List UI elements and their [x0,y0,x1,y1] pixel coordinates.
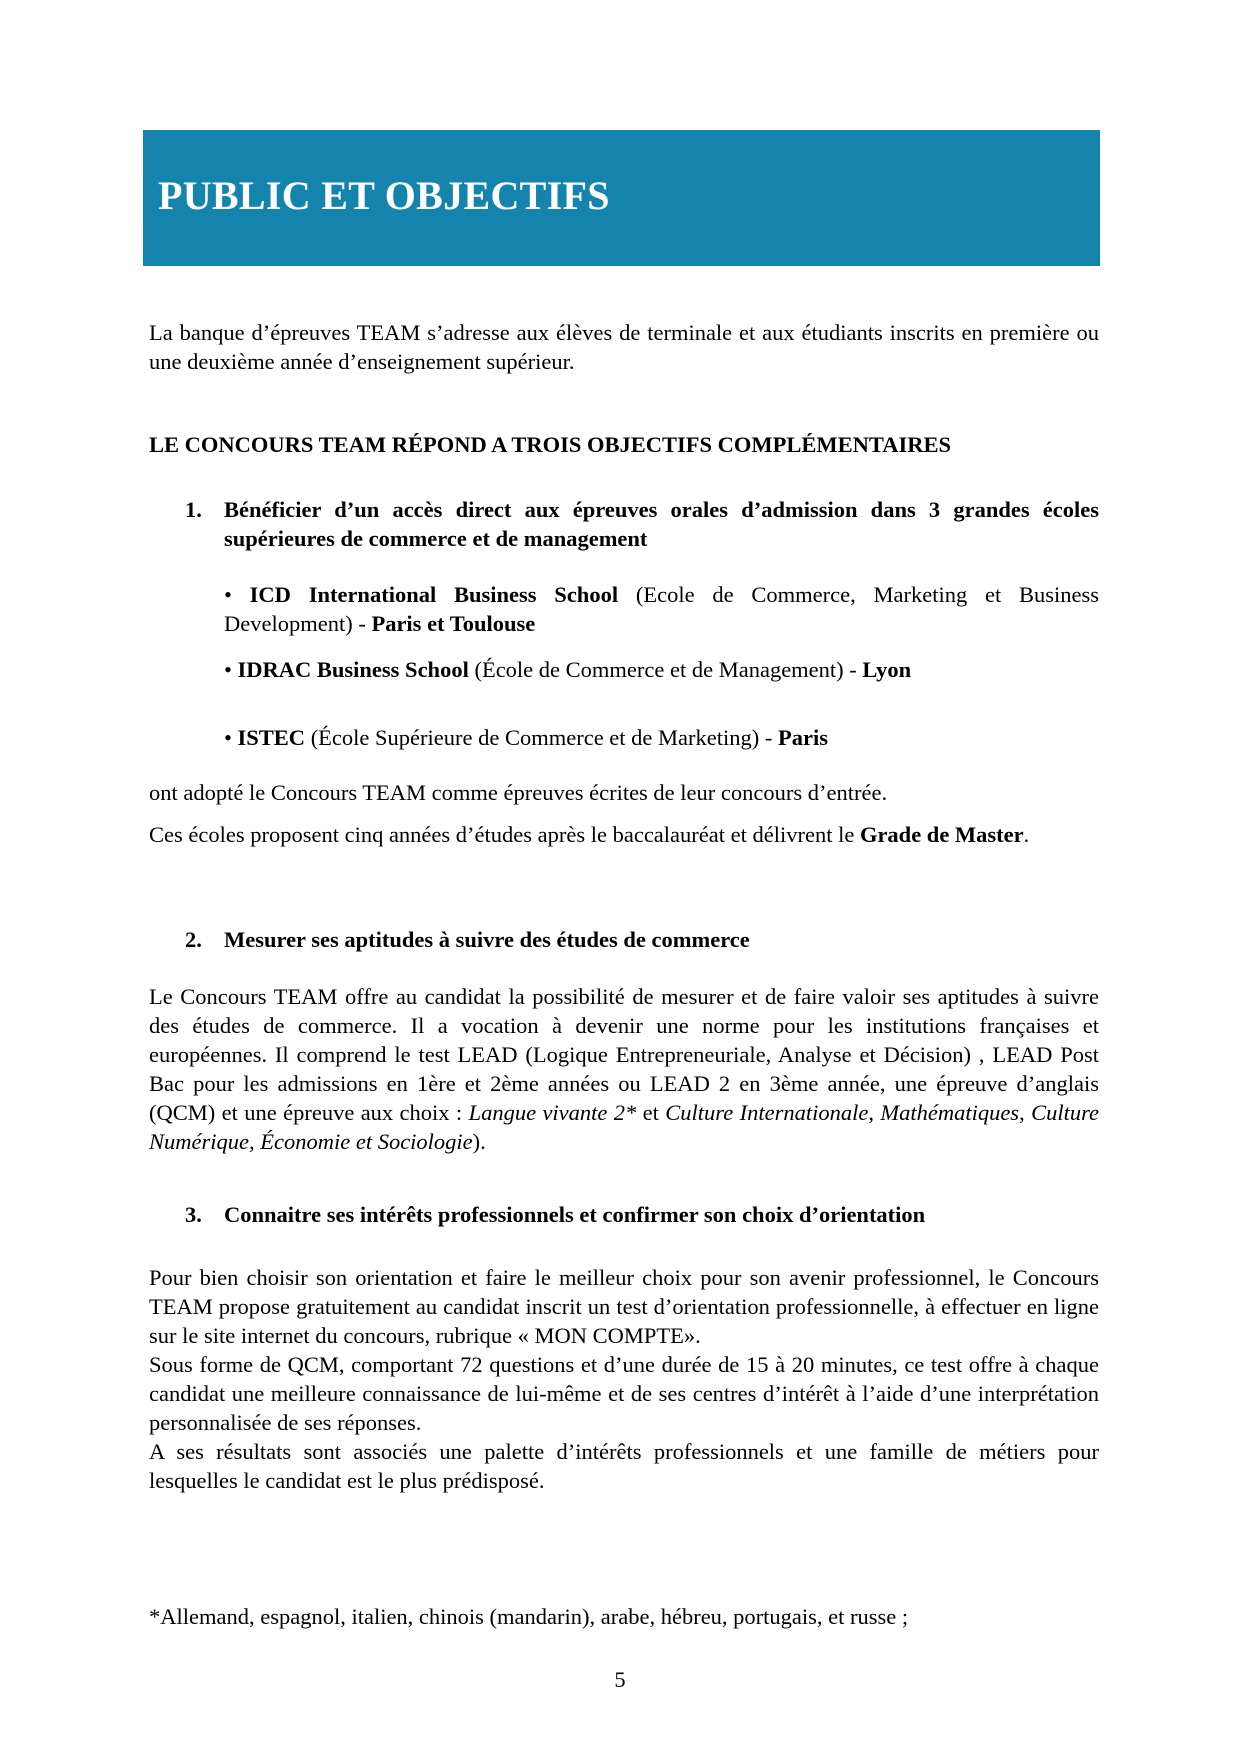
objective-2-body: Le Concours TEAM offre au candidat la possibilité de mesurer et de faire valoir ses aptitudes à suivre des études de commerce. Il a vocation à devenir une norme pour les institutions françaises et européennes. Il comprend le test LEAD (Logique Entrepreneuriale, Analyse et Décision) , LEAD Post Bac pour les admissions en 1ère et 2ème années ou LEAD 2 en 3ème année, une épreuve d’anglais (QCM) et une épreuve aux choix : Langue vivante 2* et Culture Internationale, Mathématiques, Culture Numérique, Économie et Sociologie). [149,984,1100,1154]
degree-bold: Grade de Master [859,822,1024,847]
bullet: • [224,725,232,750]
footnote: *Allemand, espagnol, italien, chinois (mandarin), arabe, hébreu, portugais, et russe ; [149,1604,909,1629]
school-city: Paris et Toulouse [371,611,536,636]
section-banner [143,130,1100,266]
objective-2-number: 2. [185,927,202,952]
objective-3-number: 3. [185,1202,202,1227]
school-desc: (École Supérieure de Commerce et de Marketing) - [305,725,778,750]
objective-1-number: 1. [185,497,202,522]
school-item-idrac [224,655,1099,684]
degree-paragraph: Ces écoles proposent cinq années d’études après le baccalauréat et délivrent le Grade de Master. [149,822,1030,847]
page-number: 5 [614,1667,626,1692]
objective-3-title: Connaitre ses intérêts professionnels et confirmer son choix d’orientation [224,1202,926,1227]
school-city: Lyon [862,657,912,682]
school-name: ICD International Business School [249,582,619,607]
adopted-paragraph: ont adopté le Concours TEAM comme épreuves écrites de leur concours d’entrée. [149,780,888,805]
school-desc: (Ecole de Commerce, Marketing et Business Development) - [224,582,1099,636]
section-heading: LE CONCOURS TEAM RÉPOND A TROIS OBJECTIFS COMPLÉMENTAIRES [149,432,952,457]
objective-3-body [149,1263,1099,1495]
school-city: Paris [778,725,828,750]
school-name: IDRAC Business School [237,657,469,682]
school-name: ISTEC [237,725,306,750]
school-item-icd [224,580,1099,638]
objective-1-title: Bénéficier d’un accès direct aux épreuves orales d’admission dans 3 grandes écoles supérieures de commerce et de management [224,497,1099,551]
bullet: • [224,582,232,607]
intro-paragraph: La banque d’épreuves TEAM s’adresse aux élèves de terminale et aux étudiants inscrits en première ou une deuxième année d’enseignement supérieur. [149,320,1099,374]
objective-3-paragraph-2: Sous forme de QCM, comportant 72 questions et d’une durée de 15 à 20 minutes, ce test offre à chaque candidat une meilleure connaissance de lui-même et de ses centres d’intérêt à l’aide d’une interprétation personnalisée de ses réponses. [149,1352,1099,1435]
school-desc: (École de Commerce et de Management) - [468,657,863,682]
school-item-istec [224,723,1099,752]
objective-3-paragraph-1: Pour bien choisir son orientation et faire le meilleur choix pour son avenir professionnel, le Concours TEAM propose gratuitement au candidat inscrit un test d’orientation professionnelle, à effectuer en ligne sur le site internet du concours, rubrique « MON COMPTE». [149,1265,1099,1348]
objective-3-paragraph-3: A ses résultats sont associés une palette d’intérêts professionnels et une famille de métiers pour lesquelles le candidat est le plus prédisposé. [149,1439,1099,1493]
objective-2-title: Mesurer ses aptitudes à suivre des études de commerce [224,927,750,952]
bullet: • [224,657,232,682]
page-title: PUBLIC ET OBJECTIFS [158,173,610,218]
